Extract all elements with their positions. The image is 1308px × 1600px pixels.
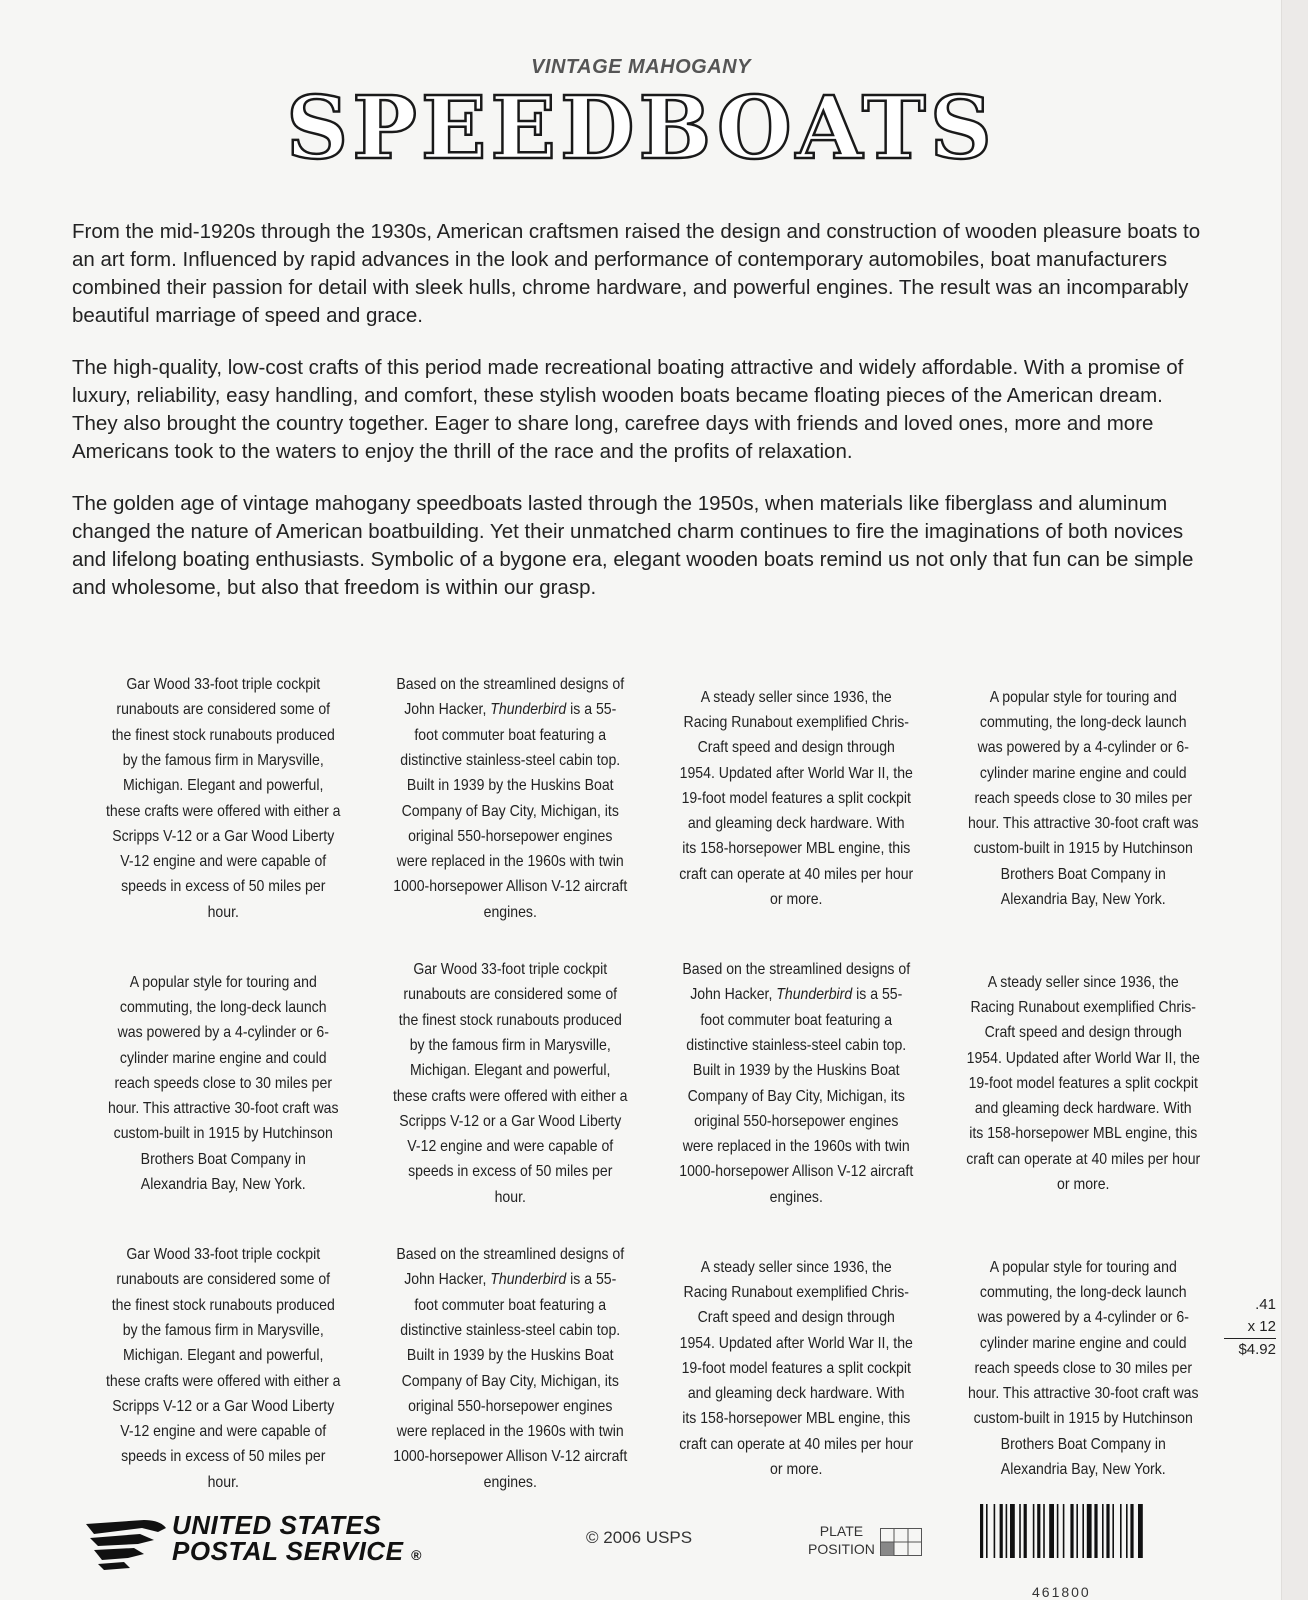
barcode-bar — [1037, 1504, 1040, 1558]
right-edge-strip — [1281, 0, 1308, 1600]
stamp-description — [97, 1226, 349, 1511]
boat-name: Thunderbird — [489, 701, 566, 719]
description-text: Gar Wood 33-foot triple cockpit runabouts are considered some of the finest stock runabouts produced by the famous firm in Marysville, Michigan. Elegant and powerful, these crafts were offered with either a Scripps V-12 or a Gar Wood Liberty V-12 engine and were capable of speeds in excess of 50 miles per hour. — [392, 961, 628, 1206]
barcode-bar — [1076, 1504, 1078, 1558]
copyright: © 2006 USPS — [586, 1528, 693, 1547]
barcode-bar — [980, 1504, 983, 1558]
description-text: A steady seller since 1936, the Racing Runabout exemplified Chris-Craft speed and design through 1954. Updated after World War II, the 19-foot model features a split cockpit and gleaming deck hardware. With its 158-horsepower MBL engine, this craft can operate at 40 miles per hour or more. — [965, 973, 1200, 1194]
stamp-description — [957, 656, 1209, 941]
intro-text — [72, 218, 1202, 626]
barcode-bar — [1094, 1504, 1097, 1558]
barcode-number: 461800 — [1032, 1584, 1091, 1600]
price-multiplier: x 12 — [1224, 1316, 1276, 1339]
barcode-bar — [1033, 1504, 1035, 1558]
barcode-bar — [1102, 1504, 1104, 1558]
usps-logo — [84, 1512, 424, 1572]
barcode-bar — [1106, 1504, 1109, 1558]
usps-line-2 — [172, 1538, 422, 1568]
stamp-description-grid — [80, 656, 1226, 1511]
barcode-bar — [986, 1504, 988, 1558]
page-title: SPEEDBOATS — [286, 78, 996, 179]
description-text: Based on the streamlined designs of John Hacker, — [395, 1246, 624, 1289]
barcode-bar — [1024, 1504, 1027, 1558]
barcode-bar — [1138, 1504, 1143, 1558]
description-text: A steady seller since 1936, the Racing Runabout exemplified Chris-Craft speed and design through 1954. Updated after World War II, the 19-foot model features a split cockpit and gleaming deck hardware. With its 158-horsepower MBL engine, this craft can operate at 40 miles per hour or more. — [679, 688, 914, 909]
stamp-description — [670, 656, 922, 941]
intro-paragraph-1: From the mid-1920s through the 1930s, American craftsmen raised the design and construction of wooden pleasure boats to an art form. Influenced by rapid advances in the look and performance of contemporary automobiles, boat manufacturers combined their passion for detail with sleek hulls, chrome hardware, and powerful engines. The result was an incomparably beautiful marriage of speed and grace. — [72, 220, 1201, 327]
header — [0, 56, 1282, 177]
description-text: A popular style for touring and commuting, the long-deck launch was powered by a 4-cylinder or 6-cylinder marine engine and could reach speeds close to 30 miles per hour. This attractive 30-foot craft was custom-built in 1915 by Hutchinson Brothers Boat Company in Alexandria Bay, New York. — [107, 973, 339, 1194]
barcode-bar — [1082, 1504, 1084, 1558]
barcode — [980, 1504, 1166, 1558]
stamp-description — [97, 656, 349, 941]
plate-label: PLATE — [819, 1523, 864, 1539]
barcode-bar — [1087, 1504, 1092, 1558]
description-text: Gar Wood 33-foot triple cockpit runabouts are considered some of the finest stock runabouts produced by the famous firm in Marysville, Michigan. Elegant and powerful, these crafts were offered with either a Scripps V-12 or a Gar Wood Liberty V-12 engine and were capable of speeds in excess of 50 miles per hour. — [105, 676, 341, 921]
barcode-bar — [994, 1504, 996, 1558]
usps-line-1: UNITED STATES — [172, 1510, 382, 1540]
barcode-bar — [1120, 1504, 1122, 1558]
usps-line-2-text: POSTAL SERVICE — [172, 1536, 404, 1566]
stamp-description — [384, 1226, 636, 1511]
plate-position-label — [808, 1522, 875, 1558]
plate-position-grid-icon — [880, 1528, 922, 1556]
stamp-description — [670, 1226, 922, 1511]
registered-mark: ® — [411, 1547, 422, 1563]
stamp-description — [957, 1226, 1209, 1511]
barcode-bar — [1126, 1504, 1128, 1558]
description-text: is a 55-foot commuter boat featuring a distinctive stainless-steel cabin top. Built in 1939 by the Huskins Boat Company of Bay City, Michigan, its original 550-horsepower engines were replaced in the 1960s with twin 1000-horsepower Allison V-12 aircraft engines. — [392, 701, 627, 921]
barcode-bar — [1006, 1504, 1008, 1558]
description-text: is a 55-foot commuter boat featuring a distinctive stainless-steel cabin top. Built in 1939 by the Huskins Boat Company of Bay City, Michigan, its original 550-horsepower engines were replaced in the 1960s with twin 1000-horsepower Allison V-12 aircraft engines. — [392, 1271, 627, 1491]
description-text: A popular style for touring and commuting, the long-deck launch was powered by a 4-cylinder or 6-cylinder marine engine and could reach speeds close to 30 miles per hour. This attractive 30-foot craft was custom-built in 1915 by Hutchinson Brothers Boat Company in Alexandria Bay, New York. — [967, 688, 1199, 909]
description-text: Gar Wood 33-foot triple cockpit runabouts are considered some of the finest stock runabouts produced by the famous firm in Marysville, Michigan. Elegant and powerful, these crafts were offered with either a Scripps V-12 or a Gar Wood Liberty V-12 engine and were capable of speeds in excess of 50 miles per hour. — [105, 1246, 341, 1491]
barcode-bar — [1010, 1504, 1015, 1558]
boat-name: Thunderbird — [776, 986, 853, 1004]
unit-price: .41 — [1255, 1296, 1276, 1313]
barcode-bar — [1112, 1504, 1114, 1558]
barcode-bar — [1000, 1504, 1003, 1558]
price-box — [1224, 1294, 1276, 1361]
description-text: is a 55-foot commuter boat featuring a distinctive stainless-steel cabin top. Built in 1939 by the Huskins Boat Company of Bay City, Michigan, its original 550-horsepower engines were replaced in the 1960s with twin 1000-horsepower Allison V-12 aircraft engines. — [679, 986, 914, 1206]
barcode-bar — [1057, 1504, 1059, 1558]
usps-wordmark — [172, 1512, 422, 1568]
stamp-description — [384, 941, 636, 1226]
subtitle: VINTAGE MAHOGANY — [531, 56, 751, 78]
stamp-description — [670, 941, 922, 1226]
description-text: Based on the streamlined designs of John Hacker, — [395, 676, 624, 719]
eagle-icon — [84, 1514, 168, 1572]
description-text: A popular style for touring and commuting, the long-deck launch was powered by a 4-cylinder or 6-cylinder marine engine and could reach speeds close to 30 miles per hour. This attractive 30-foot craft was custom-built in 1915 by Hutchinson Brothers Boat Company in Alexandria Bay, New York. — [967, 1258, 1199, 1479]
stamp-description — [384, 656, 636, 941]
position-label: POSITION — [808, 1541, 875, 1557]
barcode-bar — [1063, 1504, 1065, 1558]
total-price: $4.92 — [1238, 1341, 1276, 1358]
stamp-description — [97, 941, 349, 1226]
description-text: A steady seller since 1936, the Racing Runabout exemplified Chris-Craft speed and design through 1954. Updated after World War II, the 19-foot model features a split cockpit and gleaming deck hardware. With its 158-horsepower MBL engine, this craft can operate at 40 miles per hour or more. — [679, 1258, 914, 1479]
intro-paragraph-3: The golden age of vintage mahogany speedboats lasted through the 1950s, when materials like fiberglass and aluminum changed the nature of American boatbuilding. Yet their unmatched charm continues to fire the imaginations of both novices and lifelong boating enthusiasts. Symbolic of a bygone era, elegant wooden boats remind us not only that fun can be simple and wholesome, but also that freedom is within our grasp. — [72, 492, 1194, 599]
description-text: Based on the streamlined designs of John Hacker, — [682, 961, 911, 1004]
boat-name: Thunderbird — [489, 1271, 566, 1289]
stamp-description — [957, 941, 1209, 1226]
intro-paragraph-2: The high-quality, low-cost crafts of this period made recreational boating attractive and widely affordable. With a promise of luxury, reliability, easy handling, and comfort, these stylish wooden boats became floating pieces of the American dream. They also brought the country together. Eager to share long, carefree days with friends and loved ones, more and more Americans took to the waters to enjoy the thrill of the race and the profits of relaxation. — [72, 356, 1184, 463]
barcode-bar — [1043, 1504, 1045, 1558]
barcode-bar — [1049, 1504, 1054, 1558]
barcode-bar — [1070, 1504, 1073, 1558]
barcode-bar — [1019, 1504, 1021, 1558]
barcode-bar — [1130, 1504, 1133, 1558]
